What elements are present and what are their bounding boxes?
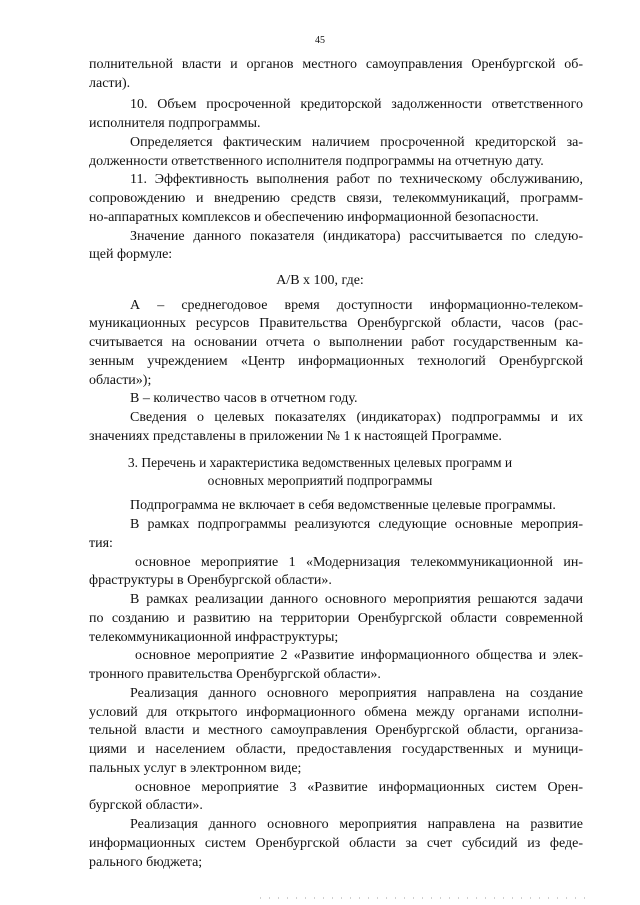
text-line: Определяется фактическим наличием просроченной кредиторской за- bbox=[130, 135, 583, 150]
text-line: но-аппаратных комплексов и обеспечению информационной безопасности. bbox=[89, 210, 539, 225]
text-line: муникационных ресурсов Правительства Оренбургской области, часов (рас- bbox=[89, 316, 583, 331]
text-line: рального бюджета; bbox=[89, 855, 203, 870]
text-line: А – среднегодовое время доступности информационно-телеком- bbox=[130, 298, 583, 313]
text-line: щей формуле: bbox=[89, 247, 173, 262]
text-line: полнительной власти и органов местного самоуправления Оренбургской об- bbox=[89, 57, 583, 72]
formula: A/B x 100, где: bbox=[276, 273, 364, 288]
text-line: основное мероприятие 3 «Развитие информационных систем Орен- bbox=[135, 780, 583, 795]
text-line: фраструктуры в Оренбургской области». bbox=[89, 573, 332, 588]
text-line: В рамках подпрограммы реализуются следующие основные мероприя- bbox=[130, 517, 583, 532]
text-line: значениях представлены в приложении № 1 к настоящей Программе. bbox=[89, 429, 502, 444]
text-line: основное мероприятие 1 «Модернизация телекоммуникационной ин- bbox=[135, 555, 583, 570]
text-line: 10. Объем просроченной кредиторской задолженности ответственного bbox=[130, 97, 583, 112]
section-heading-line-2: основных мероприятий подпрограммы bbox=[207, 473, 433, 488]
text-line: пальных услуг в электронном виде; bbox=[89, 761, 302, 776]
text-line: ласти). bbox=[89, 76, 131, 91]
text-line: телекоммуникационной инфраструктуры; bbox=[89, 630, 339, 645]
text-line: исполнителя подпрограммы. bbox=[89, 116, 261, 131]
text-line: тельной власти и местного самоуправления Оренбургской области, организа- bbox=[89, 723, 583, 738]
text-line: условий для открытого информационного обмена между органами исполни- bbox=[89, 705, 583, 720]
text-line: по созданию и развитию на территории Оренбургской области современной bbox=[89, 611, 583, 626]
text-line: 11. Эффективность выполнения работ по техническому обслуживанию, bbox=[130, 172, 583, 187]
text-line: Значение данного показателя (индикатора) рассчитывается по следую- bbox=[130, 229, 583, 244]
bleed-through-marks bbox=[260, 897, 590, 899]
text-line: считывается на основании отчета о выполнении работ государственным ка- bbox=[89, 335, 583, 350]
text-line: Реализация данного основного мероприятия направлена на развитие bbox=[130, 817, 583, 832]
text-line: Подпрограмма не включает в себя ведомственные целевые программы. bbox=[130, 498, 556, 513]
page-number: 45 bbox=[315, 35, 325, 46]
text-line: зенным учреждением «Центр информационных технологий Оренбургской bbox=[89, 354, 583, 369]
text-line: тронного правительства Оренбургской области». bbox=[89, 667, 381, 682]
text-line: тия: bbox=[89, 536, 113, 551]
text-line: Сведения о целевых показателях (индикаторах) подпрограммы и их bbox=[130, 410, 583, 425]
text-line: Реализация данного основного мероприятия направлена на создание bbox=[130, 686, 583, 701]
text-line: долженности ответственного исполнителя подпрограммы на отчетную дату. bbox=[89, 154, 544, 169]
text-line: бургской области». bbox=[89, 798, 203, 813]
text-line: В – количество часов в отчетном году. bbox=[130, 391, 358, 406]
text-line: сопровождению и внедрению средств связи, телекоммуникаций, программ- bbox=[89, 191, 583, 206]
text-line: основное мероприятие 2 «Развитие информационного общества и элек- bbox=[135, 648, 583, 663]
section-heading-line-1: 3. Перечень и характеристика ведомственных целевых программ и bbox=[127, 455, 513, 470]
text-line: В рамках реализации данного основного мероприятия решаются задачи bbox=[130, 592, 583, 607]
text-line: циями и населением области, предоставления государственных и муници- bbox=[89, 742, 583, 757]
text-line: информационных систем Оренбургской области за счет субсидий из феде- bbox=[89, 836, 583, 851]
text-line: области»); bbox=[89, 373, 152, 388]
